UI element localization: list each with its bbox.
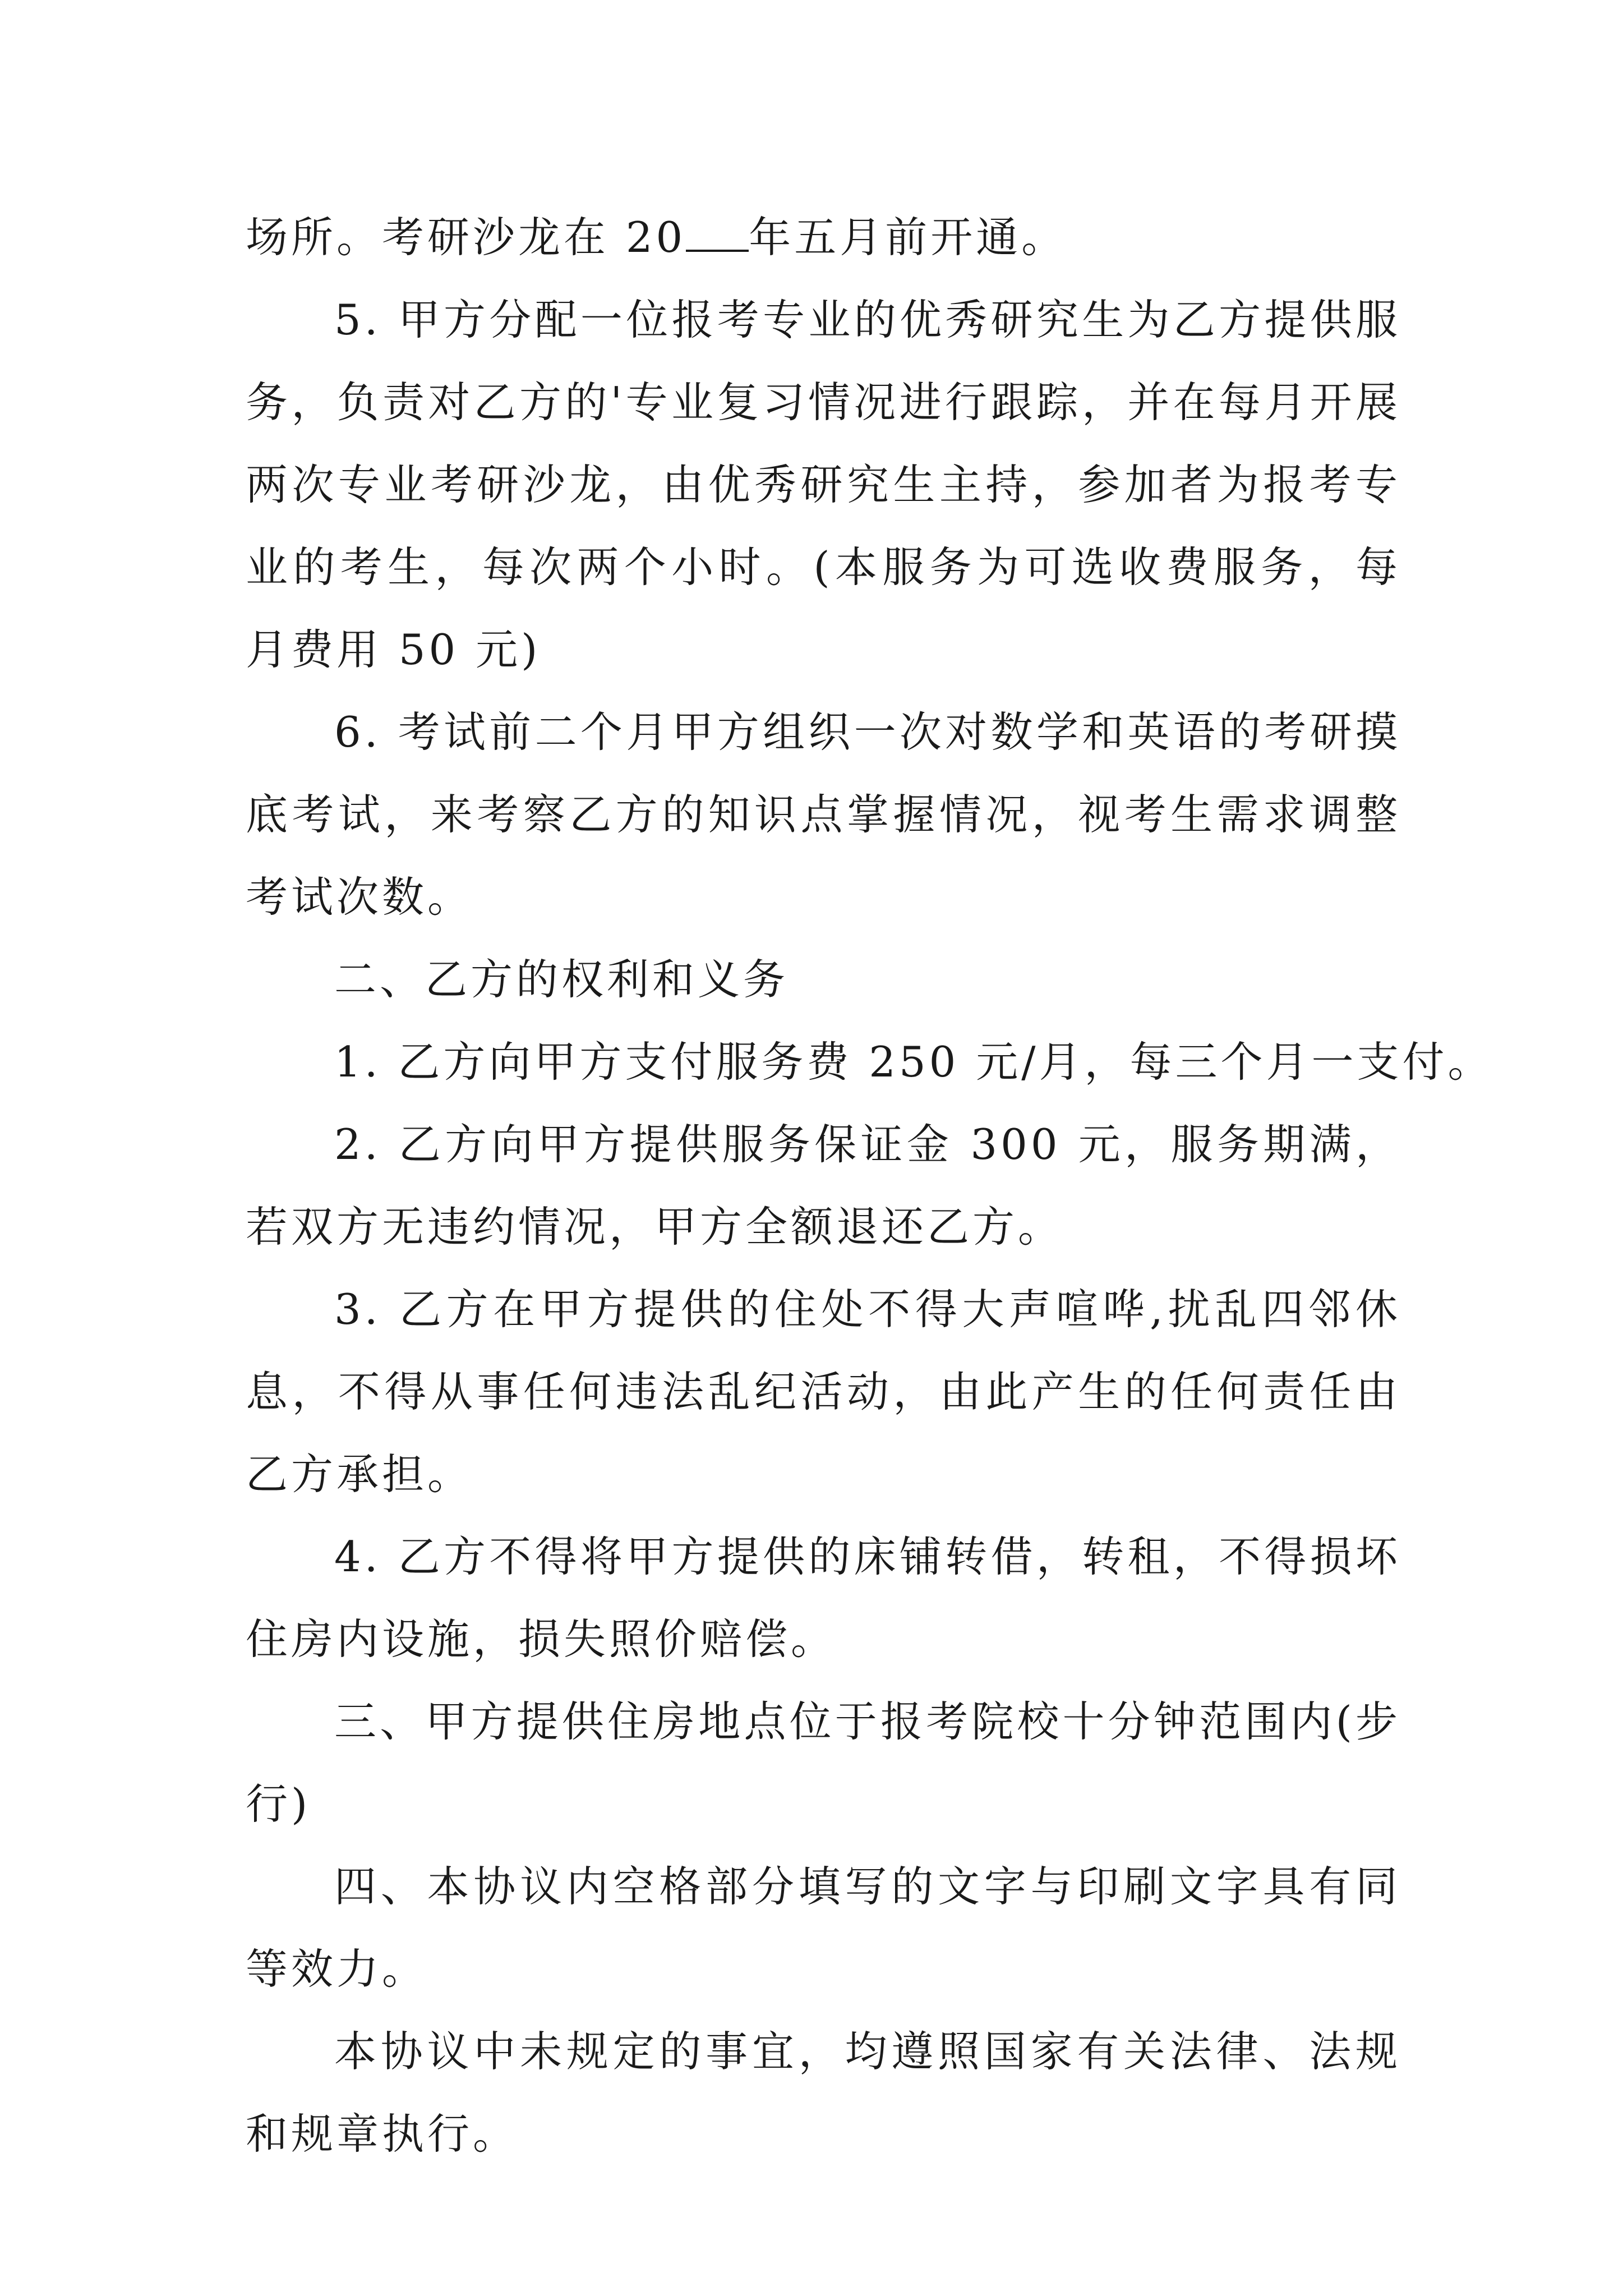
closing-paragraph: 本协议中未规定的事宜，均遵照国家有关法律、法规和规章执行。 (246, 2027, 1401, 2159)
paragraph-item-5: 5. 甲方分配一位报考专业的优秀研究生为乙方提供服务，负责对乙方的'专业复习情况进行跟踪，并在每月开展两次专业考研沙龙，由优秀研究生主持，参加者为报考专业的考生，每次两个小时。(本服务为可选收费服务，每月费用 50 元) (246, 295, 1401, 674)
paragraph-b-item-3: 3. 乙方在甲方提供的住处不得大声喧哗,扰乱四邻休息，不得从事任何违法乱纪活动，由此产生的任何责任由乙方承担。 (246, 1285, 1401, 1499)
fill-in-blank (686, 216, 749, 252)
paragraph-item-6: 6. 考试前二个月甲方组织一次对数学和英语的考研摸底考试，来考察乙方的知识点掌握情况，视考生需求调整考试次数。 (246, 707, 1401, 922)
section-four: 四、本协议内空格部分填写的文字与印刷文字具有同等效力。 (246, 1862, 1401, 1994)
paragraph-b-item-2: 2. 乙方向甲方提供服务保证金 300 元，服务期满，若双方无违约情况，甲方全额退还乙方。 (246, 1120, 1401, 1251)
paragraph-venue (246, 196, 1401, 279)
section-three: 三、甲方提供住房地点位于报考院校十分钟范围内(步行) (246, 1697, 1401, 1829)
paragraph-b-item-1: 1. 乙方向甲方支付服务费 250 元/月，每三个月一支付。 (334, 1037, 1493, 1087)
document-body (246, 196, 1493, 2175)
paragraph-venue-text-end: 年五月前开通。 (749, 213, 1067, 262)
section-heading-party-b: 二、乙方的权利和义务 (334, 955, 789, 1004)
paragraph-venue-text-start: 场所。考研沙龙在 20 (246, 213, 686, 262)
paragraph-b-item-4: 4. 乙方不得将甲方提供的床铺转借，转租，不得损坏住房内设施，损失照价赔偿。 (246, 1532, 1401, 1664)
